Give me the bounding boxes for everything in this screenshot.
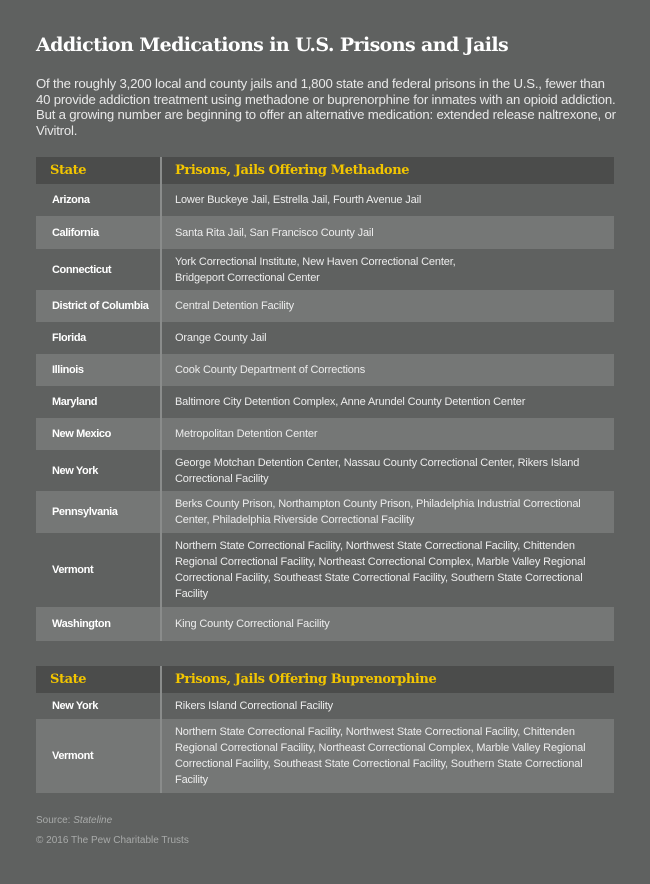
table-row [36,719,614,793]
state-cell: Florida [36,322,161,354]
state-cell: New York [36,450,161,491]
column-header-state: State [36,157,161,184]
table-row [36,290,614,322]
facilities-cell: Baltimore City Detention Complex, Anne Arundel County Detention Center [161,386,614,418]
table-row [36,216,614,249]
table-row [36,491,614,533]
state-cell: Illinois [36,354,161,386]
state-cell: New Mexico [36,418,161,450]
state-cell: District of Columbia [36,290,161,322]
table-row [36,354,614,386]
page-title: Addiction Medications in U.S. Prisons and Jails [36,34,509,56]
table-row [36,607,614,641]
table-row [36,386,614,418]
column-header-state: State [36,666,161,693]
state-cell: Vermont [36,533,161,607]
facilities-cell: Rikers Island Correctional Facility [161,693,614,719]
intro-paragraph: Of the roughly 3,200 local and county jails and 1,800 state and federal prisons in the U.S., fewer than 40 provide addiction treatment using methadone or buprenorphine for inmates with an opioid addiction. But a growing number are beginning to offer an alternative medication: extended release naltrexone, or Vivitrol. [36,76,616,138]
buprenorphine-table [36,666,614,793]
state-cell: Washington [36,607,161,641]
facilities-cell: Northern State Correctional Facility, Northwest State Correctional Facility, Chittenden Regional Correctional Facility, Northeast Correctional Complex, Marble Valley Regional Correctional Facility, Southeast State Correctional Facility, Southern State Correctional Facility [161,719,614,793]
facilities-cell: Central Detention Facility [161,290,614,322]
column-header-facilities: Prisons, Jails Offering Methadone [161,157,614,184]
state-cell: California [36,216,161,249]
source-name: Stateline [73,815,113,826]
column-header-facilities: Prisons, Jails Offering Buprenorphine [161,666,614,693]
table-row [36,450,614,491]
source-label: Source: [36,815,74,826]
facilities-cell: George Motchan Detention Center, Nassau County Correctional Center, Rikers Island Correctional Facility [161,450,614,491]
facilities-cell: Berks County Prison, Northampton County Prison, Philadelphia Industrial Correctional Center, Philadelphia Riverside Correctional Facility [161,491,614,533]
state-cell: Pennsylvania [36,491,161,533]
facilities-cell: Santa Rita Jail, San Francisco County Jail [161,216,614,249]
facilities-cell: Lower Buckeye Jail, Estrella Jail, Fourth Avenue Jail [161,184,614,216]
state-cell: Connecticut [36,249,161,290]
facilities-cell: King County Correctional Facility [161,607,614,641]
facilities-cell: Orange County Jail [161,322,614,354]
facilities-cell: Cook County Department of Corrections [161,354,614,386]
state-cell: Maryland [36,386,161,418]
methadone-table [36,157,614,641]
table-header-row [36,157,614,184]
table-header-row [36,666,614,693]
copyright-note: © 2016 The Pew Charitable Trusts [36,835,189,846]
table-row [36,693,614,719]
table-row [36,184,614,216]
state-cell: New York [36,693,161,719]
source-note [36,815,112,826]
facilities-cell: Northern State Correctional Facility, Northwest State Correctional Facility, Chittenden Regional Correctional Facility, Northeast Correctional Complex, Marble Valley Regional Correctional Facility, Southeast State Correctional Facility, Southern State Correctional Facility [161,533,614,607]
table-row [36,533,614,607]
state-cell: Vermont [36,719,161,793]
table-row [36,322,614,354]
facilities-cell: Metropolitan Detention Center [161,418,614,450]
table-row [36,249,614,290]
facilities-cell: York Correctional Institute, New Haven Correctional Center, Bridgeport Correctional Center [161,249,614,290]
table-row [36,418,614,450]
state-cell: Arizona [36,184,161,216]
